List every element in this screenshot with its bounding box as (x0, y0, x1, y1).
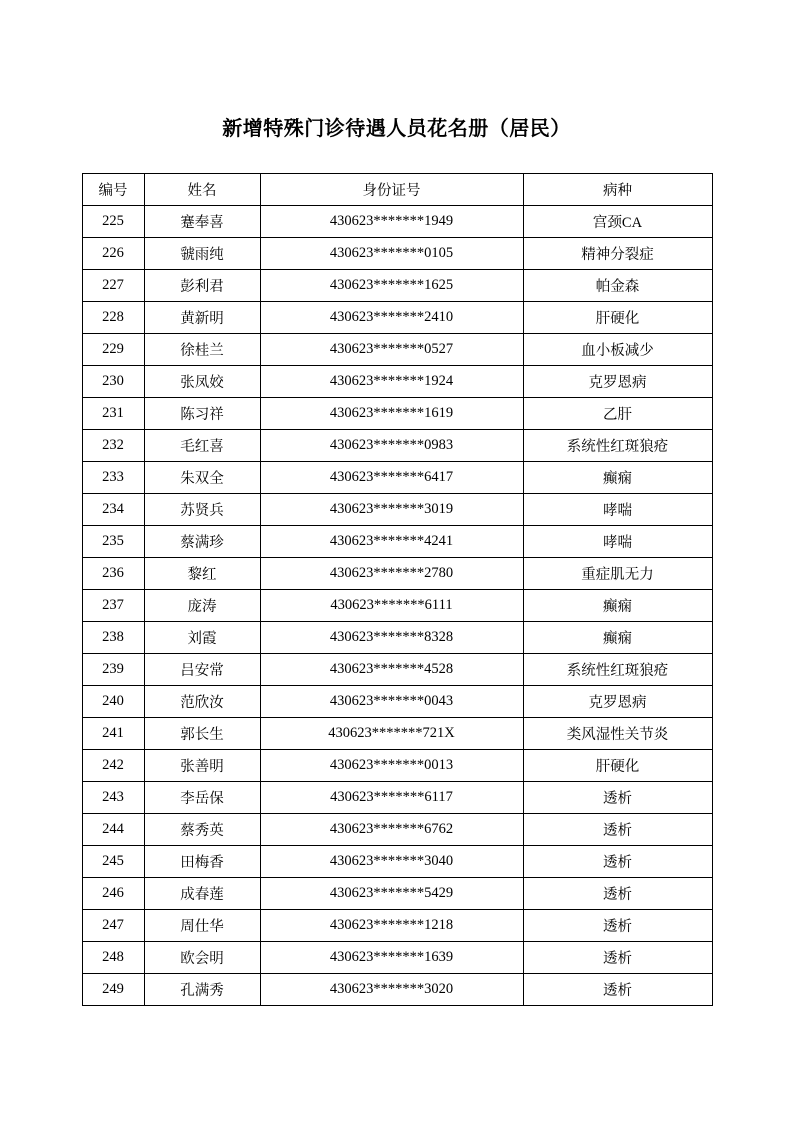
cell-disease: 重症肌无力 (523, 558, 712, 590)
cell-name: 范欣汝 (144, 686, 260, 718)
cell-disease: 透析 (523, 942, 712, 974)
roster-table (82, 173, 713, 1006)
cell-disease: 克罗恩病 (523, 366, 712, 398)
page-title: 新增特殊门诊待遇人员花名册（居民） (222, 118, 571, 140)
cell-disease: 透析 (523, 910, 712, 942)
cell-idcard: 430623*******0013 (260, 750, 523, 782)
cell-seq: 228 (82, 302, 144, 334)
cell-disease: 透析 (523, 878, 712, 910)
cell-seq: 246 (82, 878, 144, 910)
cell-disease: 癫痫 (523, 622, 712, 654)
cell-idcard: 430623*******6417 (260, 462, 523, 494)
table-row (82, 558, 712, 590)
cell-seq: 238 (82, 622, 144, 654)
cell-disease: 哮喘 (523, 494, 712, 526)
cell-name: 徐桂兰 (144, 334, 260, 366)
column-header-seq: 编号 (82, 174, 144, 206)
cell-seq: 242 (82, 750, 144, 782)
cell-seq: 227 (82, 270, 144, 302)
cell-disease: 透析 (523, 782, 712, 814)
cell-idcard: 430623*******8328 (260, 622, 523, 654)
cell-seq: 232 (82, 430, 144, 462)
cell-idcard: 430623*******1218 (260, 910, 523, 942)
cell-idcard: 430623*******0983 (260, 430, 523, 462)
table-row (82, 366, 712, 398)
table-row (82, 462, 712, 494)
cell-name: 田梅香 (144, 846, 260, 878)
table-row (82, 686, 712, 718)
table-row (82, 398, 712, 430)
cell-disease: 癫痫 (523, 462, 712, 494)
table-row (82, 526, 712, 558)
cell-seq: 233 (82, 462, 144, 494)
cell-seq: 241 (82, 718, 144, 750)
table-row (82, 782, 712, 814)
cell-name: 虢雨纯 (144, 238, 260, 270)
table-row (82, 910, 712, 942)
cell-idcard: 430623*******1924 (260, 366, 523, 398)
cell-disease: 乙肝 (523, 398, 712, 430)
cell-seq: 244 (82, 814, 144, 846)
cell-idcard: 430623*******2780 (260, 558, 523, 590)
cell-seq: 234 (82, 494, 144, 526)
cell-seq: 237 (82, 590, 144, 622)
cell-name: 郭长生 (144, 718, 260, 750)
table-row (82, 206, 712, 238)
table-row (82, 654, 712, 686)
column-header-idcard: 身份证号 (260, 174, 523, 206)
cell-disease: 帕金森 (523, 270, 712, 302)
cell-disease: 精神分裂症 (523, 238, 712, 270)
cell-name: 欧会明 (144, 942, 260, 974)
cell-idcard: 430623*******0043 (260, 686, 523, 718)
cell-name: 刘霞 (144, 622, 260, 654)
cell-name: 周仕华 (144, 910, 260, 942)
cell-idcard: 430623*******6762 (260, 814, 523, 846)
table-body (82, 206, 712, 1006)
column-header-name: 姓名 (144, 174, 260, 206)
cell-idcard: 430623*******1949 (260, 206, 523, 238)
cell-seq: 247 (82, 910, 144, 942)
table-header (82, 174, 712, 206)
cell-seq: 235 (82, 526, 144, 558)
cell-seq: 231 (82, 398, 144, 430)
cell-name: 蔡秀英 (144, 814, 260, 846)
cell-idcard: 430623*******6111 (260, 590, 523, 622)
cell-idcard: 430623*******1639 (260, 942, 523, 974)
table-row (82, 814, 712, 846)
cell-idcard: 430623*******721X (260, 718, 523, 750)
table-row (82, 846, 712, 878)
cell-idcard: 430623*******0105 (260, 238, 523, 270)
cell-name: 张善明 (144, 750, 260, 782)
table-row (82, 430, 712, 462)
cell-idcard: 430623*******1619 (260, 398, 523, 430)
cell-disease: 透析 (523, 846, 712, 878)
cell-idcard: 430623*******1625 (260, 270, 523, 302)
cell-seq: 245 (82, 846, 144, 878)
cell-name: 陈习祥 (144, 398, 260, 430)
cell-name: 张凤姣 (144, 366, 260, 398)
table-row (82, 622, 712, 654)
cell-name: 黎红 (144, 558, 260, 590)
cell-seq: 239 (82, 654, 144, 686)
cell-disease: 类风湿性关节炎 (523, 718, 712, 750)
cell-idcard: 430623*******6117 (260, 782, 523, 814)
cell-idcard: 430623*******4528 (260, 654, 523, 686)
cell-idcard: 430623*******4241 (260, 526, 523, 558)
table-header-row (82, 174, 712, 206)
cell-seq: 240 (82, 686, 144, 718)
table-row (82, 270, 712, 302)
cell-idcard: 430623*******3019 (260, 494, 523, 526)
cell-idcard: 430623*******3040 (260, 846, 523, 878)
table-row (82, 494, 712, 526)
cell-seq: 236 (82, 558, 144, 590)
table-row (82, 942, 712, 974)
cell-name: 朱双全 (144, 462, 260, 494)
cell-disease: 肝硬化 (523, 750, 712, 782)
roster-table-container (82, 173, 712, 1006)
cell-disease: 哮喘 (523, 526, 712, 558)
cell-name: 彭利君 (144, 270, 260, 302)
table-row (82, 590, 712, 622)
table-row (82, 334, 712, 366)
cell-idcard: 430623*******2410 (260, 302, 523, 334)
cell-name: 苏贤兵 (144, 494, 260, 526)
cell-seq: 229 (82, 334, 144, 366)
cell-disease: 宫颈CA (523, 206, 712, 238)
cell-name: 李岳保 (144, 782, 260, 814)
table-row (82, 718, 712, 750)
cell-disease: 血小板减少 (523, 334, 712, 366)
cell-name: 毛红喜 (144, 430, 260, 462)
table-row (82, 878, 712, 910)
cell-name: 蹇奉喜 (144, 206, 260, 238)
cell-idcard: 430623*******5429 (260, 878, 523, 910)
column-header-disease: 病种 (523, 174, 712, 206)
cell-seq: 225 (82, 206, 144, 238)
cell-name: 成春莲 (144, 878, 260, 910)
cell-idcard: 430623*******0527 (260, 334, 523, 366)
table-row (82, 750, 712, 782)
cell-disease: 透析 (523, 814, 712, 846)
cell-disease: 透析 (523, 974, 712, 1006)
cell-disease: 肝硬化 (523, 302, 712, 334)
table-row (82, 974, 712, 1006)
cell-name: 孔满秀 (144, 974, 260, 1006)
cell-disease: 系统性红斑狼疮 (523, 654, 712, 686)
cell-name: 蔡满珍 (144, 526, 260, 558)
cell-disease: 克罗恩病 (523, 686, 712, 718)
cell-seq: 226 (82, 238, 144, 270)
cell-name: 吕安常 (144, 654, 260, 686)
cell-seq: 243 (82, 782, 144, 814)
cell-disease: 系统性红斑狼疮 (523, 430, 712, 462)
cell-seq: 248 (82, 942, 144, 974)
cell-seq: 230 (82, 366, 144, 398)
cell-idcard: 430623*******3020 (260, 974, 523, 1006)
cell-name: 黄新明 (144, 302, 260, 334)
cell-seq: 249 (82, 974, 144, 1006)
table-row (82, 302, 712, 334)
table-row (82, 238, 712, 270)
cell-name: 庞涛 (144, 590, 260, 622)
cell-disease: 癫痫 (523, 590, 712, 622)
